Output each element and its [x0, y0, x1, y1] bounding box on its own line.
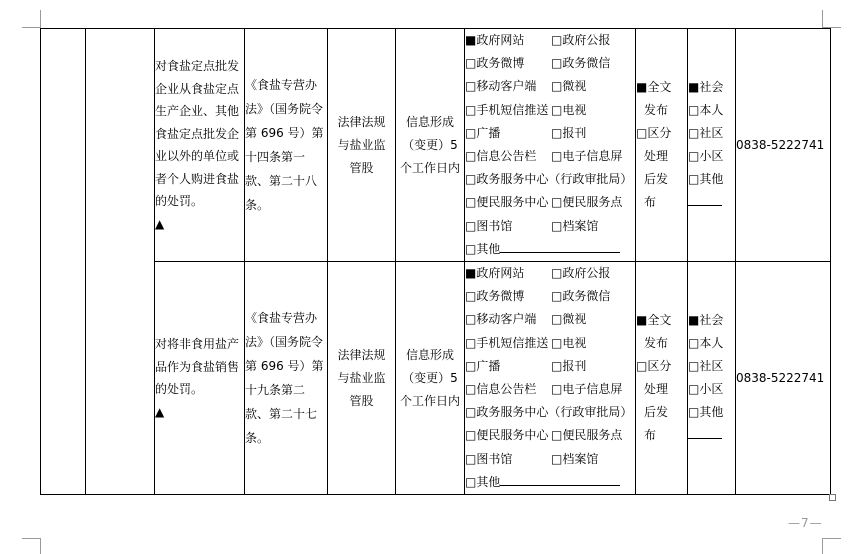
subject-text: 法律法规与盐业监管股 [337, 114, 386, 175]
channel-option[interactable]: □图书馆 [465, 451, 513, 466]
scope-option[interactable]: ■社会 [688, 80, 724, 95]
subject-text: 法律法规与盐业监管股 [337, 347, 386, 408]
channel-line [465, 29, 635, 52]
channel-option[interactable]: □政府公报 [551, 33, 611, 47]
method-line: 布 [644, 195, 657, 210]
channel-option[interactable]: □移动客户端 [465, 79, 537, 94]
subject-cell [328, 29, 396, 262]
channel-line [465, 145, 635, 168]
disclosure-table [40, 28, 831, 495]
channel-option[interactable]: ■政府网站 [465, 266, 525, 281]
table-row [41, 29, 831, 262]
channel-option[interactable]: □政务微信 [551, 56, 611, 71]
matter-text: 对将非食用盐产品作为食盐销售的处罚。 [155, 337, 240, 397]
channel-option[interactable]: □信息公告栏 [465, 149, 537, 164]
channel-option[interactable]: □手机短信推送 [465, 335, 549, 350]
scope-option[interactable]: □社区 [688, 359, 724, 374]
matter-text: 对食盐定点批发企业从食盐定点生产企业、其他食盐定点批发企业以外的单位或者个人购进食盐的处罚。 [155, 59, 240, 209]
other-underline[interactable] [500, 474, 620, 486]
basis-cell [245, 29, 328, 262]
table-row [41, 262, 831, 495]
subject-cell [328, 262, 396, 495]
channel-line [465, 424, 635, 447]
channel-option[interactable]: □报刊 [551, 358, 587, 373]
channels-cell [465, 29, 636, 262]
channel-option[interactable]: □广播 [465, 358, 501, 373]
scope-cell [688, 262, 736, 495]
channel-option[interactable]: □其他 [465, 241, 501, 256]
time-text: 信息形成（变更）5个工作日内 [400, 114, 461, 175]
method-line: 后发 [644, 172, 669, 187]
scope-cell [688, 29, 736, 262]
channel-option[interactable]: □档案馆 [551, 451, 599, 466]
blank-cell [41, 29, 86, 495]
crop-mark [40, 538, 41, 554]
crop-mark [22, 538, 40, 539]
triangle-marker: ▲ [155, 404, 165, 419]
channel-line [465, 99, 635, 122]
channel-option[interactable]: □微视 [551, 312, 587, 327]
scope-option[interactable]: ■社会 [688, 313, 724, 328]
scope-option[interactable]: □社区 [688, 126, 724, 141]
time-cell [396, 262, 465, 495]
phone-cell [736, 262, 831, 495]
channel-line [465, 285, 635, 308]
channel-option[interactable]: □政府公报 [551, 266, 611, 281]
method-line: 后发 [644, 405, 669, 420]
channel-option[interactable]: ■政府网站 [465, 33, 525, 47]
crop-mark [822, 538, 823, 554]
channel-option[interactable]: □便民服务点 [551, 428, 623, 443]
method-line[interactable]: ■全文 [636, 80, 672, 95]
scope-option[interactable]: □其他 [688, 405, 724, 420]
channel-option[interactable]: □微视 [551, 79, 587, 94]
crop-mark [822, 10, 823, 28]
channel-option[interactable]: □电视 [551, 102, 587, 117]
channel-option[interactable]: □政务服务中心（行政审批局） [465, 405, 633, 420]
channel-option[interactable]: □移动客户端 [465, 312, 537, 327]
blank-cell [86, 29, 155, 495]
matter-cell [155, 262, 245, 495]
method-line: 布 [644, 428, 657, 443]
crop-mark [823, 538, 841, 539]
channel-option[interactable]: □政务微博 [465, 56, 525, 71]
method-line: 发布 [644, 103, 669, 118]
basis-text: 《食盐专营办法》（国务院令第 696 号）第十九条第二款、第二十七条。 [245, 311, 324, 446]
other-underline[interactable] [500, 241, 620, 253]
triangle-marker: ▲ [155, 216, 165, 231]
crop-mark [22, 27, 40, 28]
channel-line [465, 355, 635, 378]
method-line: 发布 [644, 336, 669, 351]
channel-option[interactable]: □便民服务中心 [465, 428, 549, 443]
channel-option[interactable]: □其他 [465, 474, 501, 489]
channels-cell [465, 262, 636, 495]
method-cell [636, 29, 688, 262]
channel-line [465, 75, 635, 98]
crop-mark [40, 10, 41, 28]
channel-line [465, 191, 635, 214]
scope-option[interactable]: □小区 [688, 149, 724, 164]
channel-option[interactable]: □便民服务点 [551, 195, 623, 210]
channel-line [465, 378, 635, 401]
channel-option[interactable]: □信息公告栏 [465, 382, 537, 397]
scope-other-line [688, 424, 735, 447]
method-line[interactable]: □区分 [636, 126, 672, 141]
channel-line [465, 401, 635, 424]
channel-line [465, 448, 635, 471]
channel-line [465, 238, 635, 261]
phone-number: 0838-5222741 [736, 138, 825, 153]
method-line: 处理 [644, 149, 669, 164]
method-line[interactable]: ■全文 [636, 313, 672, 328]
basis-text: 《食盐专营办法》（国务院令第 696 号）第十四条第一款、第二十八条。 [245, 78, 324, 213]
channel-option[interactable]: □广播 [465, 125, 501, 140]
channel-line [465, 471, 635, 494]
channel-line [465, 168, 635, 191]
channel-option[interactable]: □便民服务中心 [465, 195, 549, 210]
channel-option[interactable]: □档案馆 [551, 218, 599, 233]
channel-option[interactable]: □政务服务中心（行政审批局） [465, 172, 633, 187]
channel-option[interactable]: □电子信息屏 [551, 382, 623, 397]
channel-line [465, 215, 635, 238]
page-number: —7— [788, 516, 823, 530]
basis-cell [245, 262, 328, 495]
phone-number: 0838-5222741 [736, 371, 825, 386]
channel-option[interactable]: □政务微信 [551, 289, 611, 304]
scope-option[interactable]: □其他 [688, 172, 724, 187]
time-text: 信息形成（变更）5个工作日内 [400, 347, 461, 408]
method-line[interactable]: □区分 [636, 359, 672, 374]
time-cell [396, 29, 465, 262]
scope-option[interactable]: □本人 [688, 103, 724, 118]
other-underline[interactable] [688, 194, 722, 206]
channel-option[interactable]: □图书馆 [465, 218, 513, 233]
channel-option[interactable]: □电视 [551, 335, 587, 350]
scope-option[interactable]: □本人 [688, 336, 724, 351]
channel-option[interactable]: □报刊 [551, 125, 587, 140]
channel-line [465, 262, 635, 285]
method-line: 处理 [644, 382, 669, 397]
channel-line [465, 332, 635, 355]
method-cell [636, 262, 688, 495]
channel-option[interactable]: □手机短信推送 [465, 102, 549, 117]
channel-option[interactable]: □电子信息屏 [551, 149, 623, 164]
channel-line [465, 122, 635, 145]
scope-other-line [688, 191, 735, 214]
phone-cell [736, 29, 831, 262]
other-underline[interactable] [688, 427, 722, 439]
scope-option[interactable]: □小区 [688, 382, 724, 397]
channel-option[interactable]: □政务微博 [465, 289, 525, 304]
matter-cell [155, 29, 245, 262]
channel-line [465, 52, 635, 75]
table-end-marker [829, 494, 836, 501]
channel-line [465, 308, 635, 331]
